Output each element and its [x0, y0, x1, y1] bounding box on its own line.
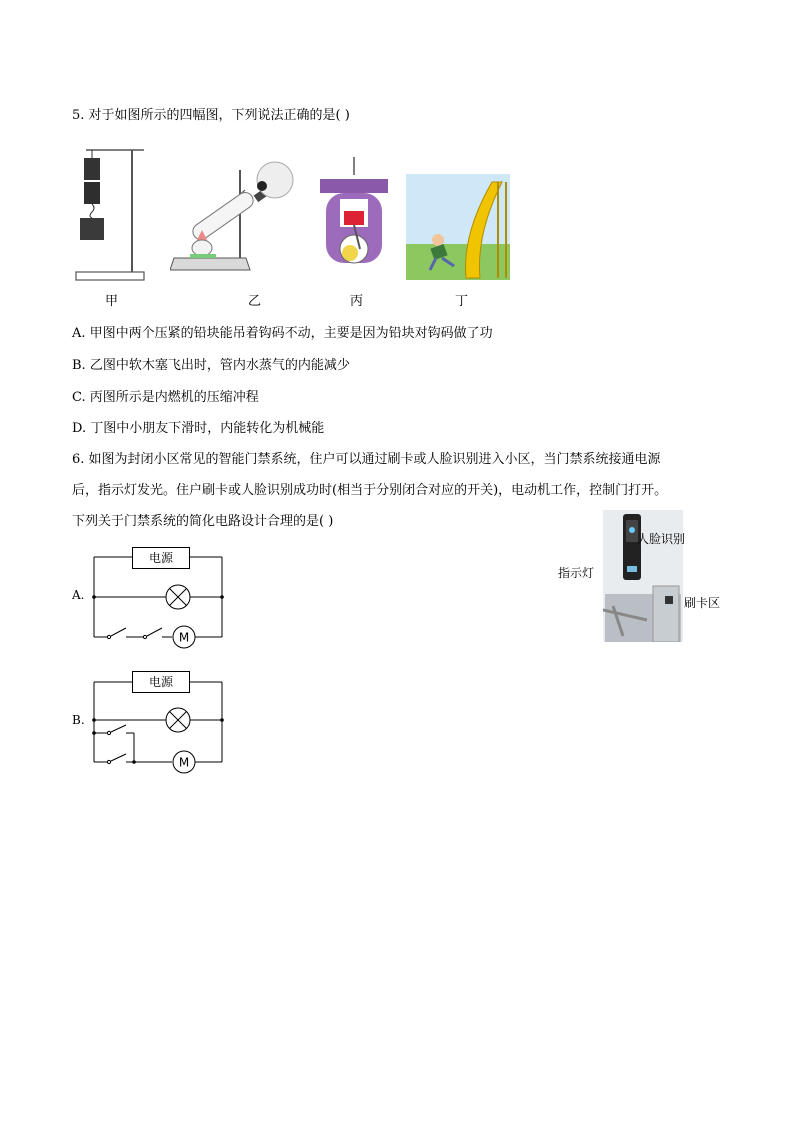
circuit-a-motor-symbol: M	[178, 630, 190, 645]
figure-bing	[318, 155, 390, 275]
q5-option-c: C. 丙图所示是内燃机的压缩冲程	[72, 390, 259, 405]
figure-jia	[72, 140, 152, 285]
q6-stem-line2: 后，指示灯发光。住户刷卡或人脸识别成功时(相当于分别闭合对应的开关)，电动机工作，控制门打开。	[72, 483, 668, 498]
figure-bing-caption: 丙	[350, 294, 364, 309]
figure-yi-caption: 乙	[248, 294, 262, 309]
circuit-b-power-source: 电源	[132, 671, 190, 693]
figure-ding-caption: 丁	[455, 294, 469, 309]
photo-label-card: 刷卡区	[684, 596, 721, 610]
figure-ding	[406, 174, 510, 280]
circuit-a-label: A.	[72, 588, 85, 602]
q6-stem-line1: 6. 如图为封闭小区常见的智能门禁系统，住户可以通过刷卡或人脸识别进入小区，当门禁系统接通电源	[72, 452, 661, 467]
figure-yi	[170, 150, 300, 275]
photo-label-face: 人脸识别	[637, 532, 686, 546]
photo-label-indicator: 指示灯	[558, 566, 595, 580]
q5-option-a: A. 甲图中两个压紧的铅块能吊着钩码不动，主要是因为铅块对钩码做了功	[72, 326, 493, 341]
q6-stem-line3: 下列关于门禁系统的简化电路设计合理的是( )	[72, 514, 334, 529]
q5-option-d: D. 丁图中小朋友下滑时，内能转化为机械能	[72, 421, 325, 436]
figure-jia-caption: 甲	[105, 294, 119, 309]
circuit-a-power-source: 电源	[132, 547, 190, 569]
q5-option-b: B. 乙图中软木塞飞出时，管内水蒸气的内能减少	[72, 358, 350, 373]
q5-stem: 5. 对于如图所示的四幅图，下列说法正确的是( )	[72, 108, 350, 123]
circuit-b-label: B.	[72, 713, 85, 727]
circuit-b-motor-symbol: M	[178, 755, 190, 770]
